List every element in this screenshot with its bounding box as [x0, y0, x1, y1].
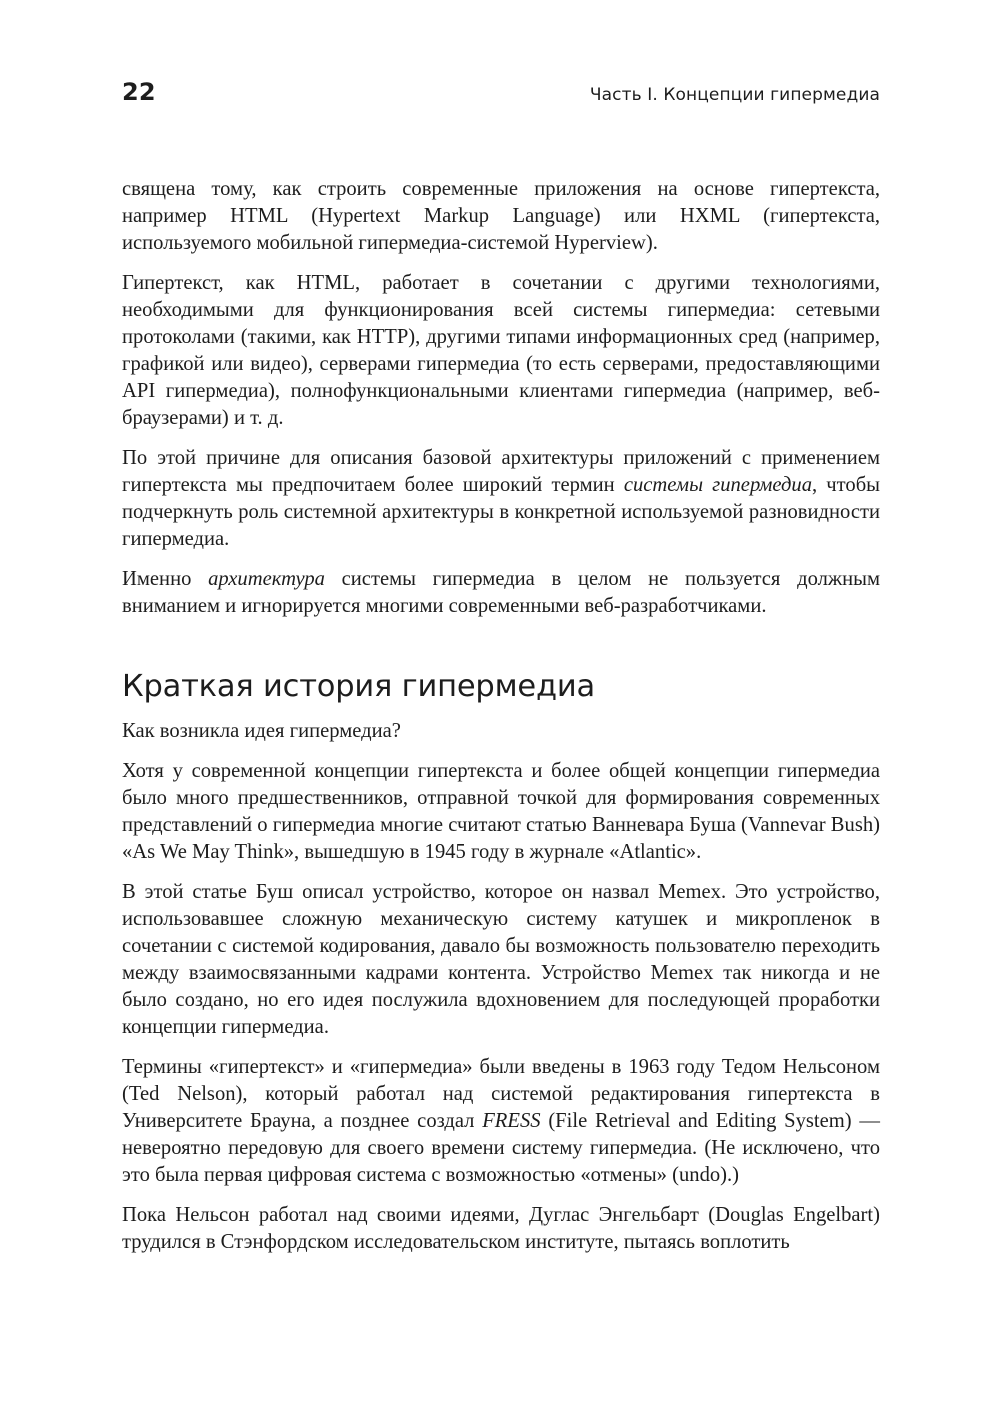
emphasis-term: архитектура [208, 568, 325, 590]
page-number: 22 [122, 78, 156, 106]
running-title: Часть I. Концепции гипермедиа [589, 85, 880, 105]
paragraph-text: священа тому, как строить современные приложения на основе гипертекста, например HTML (Hypertext Markup Language) или HXML (гипертекста, используемого мобильной гипермедиа-системой Hyperview). [122, 178, 880, 254]
paragraph-text: (File Retrieval and Editing System) — невероятно передовую для своего времени систему гипермедиа. (Не исключено, что это была первая цифровая система с возможностью «отмены» (undo).) [122, 1110, 880, 1186]
paragraph-text: Термины «гипертекст» и «гипермедиа» были введены в 1963 году Тедом Нельсоном (Ted Nelson), который работал над системой редактирования гипертекста в Университете Брауна, а позднее создал [122, 1056, 880, 1132]
book-page [122, 78, 880, 1269]
paragraph-text: По этой причине для описания базовой архитектуры приложений с применением гипертекста мы предпочитаем более широкий термин [122, 447, 880, 496]
paragraph-text: Пока Нельсон работал над своими идеями, Дуглас Энгельбарт (Douglas Engelbart) трудился в Стэнфордском исследовательском институте, пытаясь воплотить [122, 1204, 880, 1253]
paragraph-text: , чтобы подчеркнуть роль системной архитектуры в конкретной используемой разновидности гипермедиа. [122, 474, 881, 550]
paragraph-text: системы гипермедиа в целом не пользуется должным вниманием и игнорируется многими современными веб-разработчиками. [122, 568, 880, 617]
paragraph-architecture-neglect [122, 566, 880, 620]
paragraph-ted-nelson [122, 1054, 880, 1189]
paragraph-text: Хотя у современной концепции гипертекста и более общей концепции гипермедиа было много предшественников, отправной точкой для формирования современных представлений о гипермедиа многие считают статью Ванневара Буша (Vannevar Bush) «As We May Think», вышедшую в 1945 году в журнале «Atlantic». [122, 760, 880, 863]
paragraph-text: Именно [122, 568, 209, 590]
section-lead-question [122, 718, 880, 745]
paragraph-engelbart [122, 1202, 880, 1256]
paragraph-text: В этой статье Буш описал устройство, которое он назвал Memex. Это устройство, использовавшее сложную механическую систему катушек и микропленок в сочетании с системой кодирования, давало бы возможность пользователю переходить между взаимосвязанными кадрами контента. Устройство Memex так никогда и не было создано, но его идея послужила вдохновением для последующей проработки концепции гипермедиа. [122, 881, 880, 1038]
paragraph-text: Как возникла идея гипермедиа? [122, 720, 401, 742]
emphasis-term: системы гипермедиа [623, 474, 812, 496]
paragraph-memex [122, 879, 880, 1041]
section-heading: Краткая история гипермедиа [122, 669, 595, 704]
running-head [122, 78, 880, 118]
paragraph-hyperview-intro [122, 176, 880, 257]
paragraph-hypertext-technologies [122, 270, 880, 432]
paragraph-hypermedia-systems-term [122, 445, 880, 553]
paragraph-text: Гипертекст, как HTML, работает в сочетании с другими технологиями, необходимыми для функционирования всей системы гипермедиа: сетевыми протоколами (такими, как HTTP), другими типами информационных сред (например, графикой или видео), серверами гипермедиа (то есть серверами, предоставляющими API гипермедиа), полнофункциональными клиентами гипермедиа (например, веб-браузерами) и т. д. [122, 272, 880, 429]
paragraph-bush-article [122, 758, 880, 866]
emphasis-term: FRESS [482, 1110, 541, 1132]
